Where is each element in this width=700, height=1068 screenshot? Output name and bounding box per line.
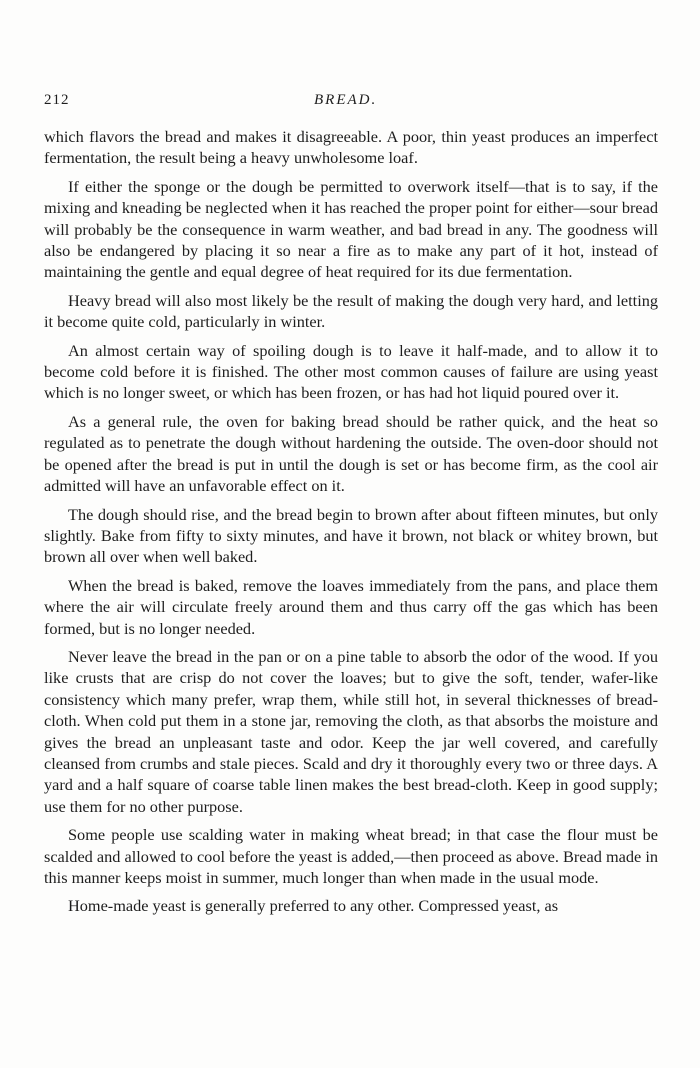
paragraph-continued: which flavors the bread and makes it disagreeable. A poor, thin yeast produces an imperfect fermentation, the result being a heavy unwholesome loaf. (44, 127, 658, 168)
paragraph-baking-time: The dough should rise, and the bread begin to brown after about fifteen minutes, but only slightly. Bake from fifty to sixty minutes, and have it brown, not black or whitey brown, but brown all over when well baked. (44, 504, 658, 567)
paragraph-storage: Never leave the bread in the pan or on a pine table to absorb the odor of the wood. If you like crusts that are crisp do not cover the loaves; but to give the soft, tender, wafer-like consistency which many prefer, wrap them, while still hot, in several thicknesses of bread-cloth. When cold put them in a stone jar, removing the cloth, as that absorbs the moisture and gives the bread an unpleasant taste and odor. Keep the jar well covered, and carefully cleansed from crumbs and stale pieces. Scald and dry it thoroughly every two or three days. A yard and a half square of coarse table linen makes the best bread-cloth. Keep in good supply; use them for no other purpose. (44, 646, 658, 816)
paragraph-oven-rule: As a general rule, the oven for baking bread should be rather quick, and the heat so regulated as to penetrate the dough without hardening the outside. The oven-door should not be opened after the bread is put in until the dough is set or has become firm, as the cool air admitted will have an unfavorable effect on it. (44, 411, 658, 496)
running-title: BREAD. (314, 92, 378, 108)
paragraph-scalding-water: Some people use scalding water in making wheat bread; in that case the flour must be scalded and allowed to cool before the yeast is added,—then proceed as above. Bread made in this manner keeps moist in summer, much longer than when made in the usual mode. (44, 825, 658, 887)
page-header (44, 92, 658, 112)
body-text (44, 126, 658, 924)
paragraph-remove-loaves: When the bread is baked, remove the loaves immediately from the pans, and place them where the air will circulate freely around them and thus carry off the gas which has been formed, but is no longer needed. (44, 575, 658, 638)
paragraph-home-made-yeast: Home-made yeast is generally preferred to any other. Compressed yeast, as (68, 896, 559, 916)
paragraph-spoiling-dough: An almost certain way of spoiling dough is to leave it half-made, and to allow it to become cold before it is finished. The other most common causes of failure are using yeast which is no longer sweet, or which has been frozen, or has had hot liquid poured over it. (44, 340, 658, 403)
paragraph-heavy-bread: Heavy bread will also most likely be the result of making the dough very hard, and letting it become quite cold, particularly in winter. (44, 290, 658, 332)
page-number: 212 (44, 92, 70, 108)
paragraph-overwork: If either the sponge or the dough be permitted to overwork itself—that is to say, if the mixing and kneading be neglected when it has reached the proper point for either—sour bread will probably be the consequence in warm weather, and bad bread in any. The goodness will also be endangered by placing it so near a fire as to make any part of it hot, instead of maintaining the gentle and equal degree of heat required for its due fermentation. (44, 176, 658, 282)
